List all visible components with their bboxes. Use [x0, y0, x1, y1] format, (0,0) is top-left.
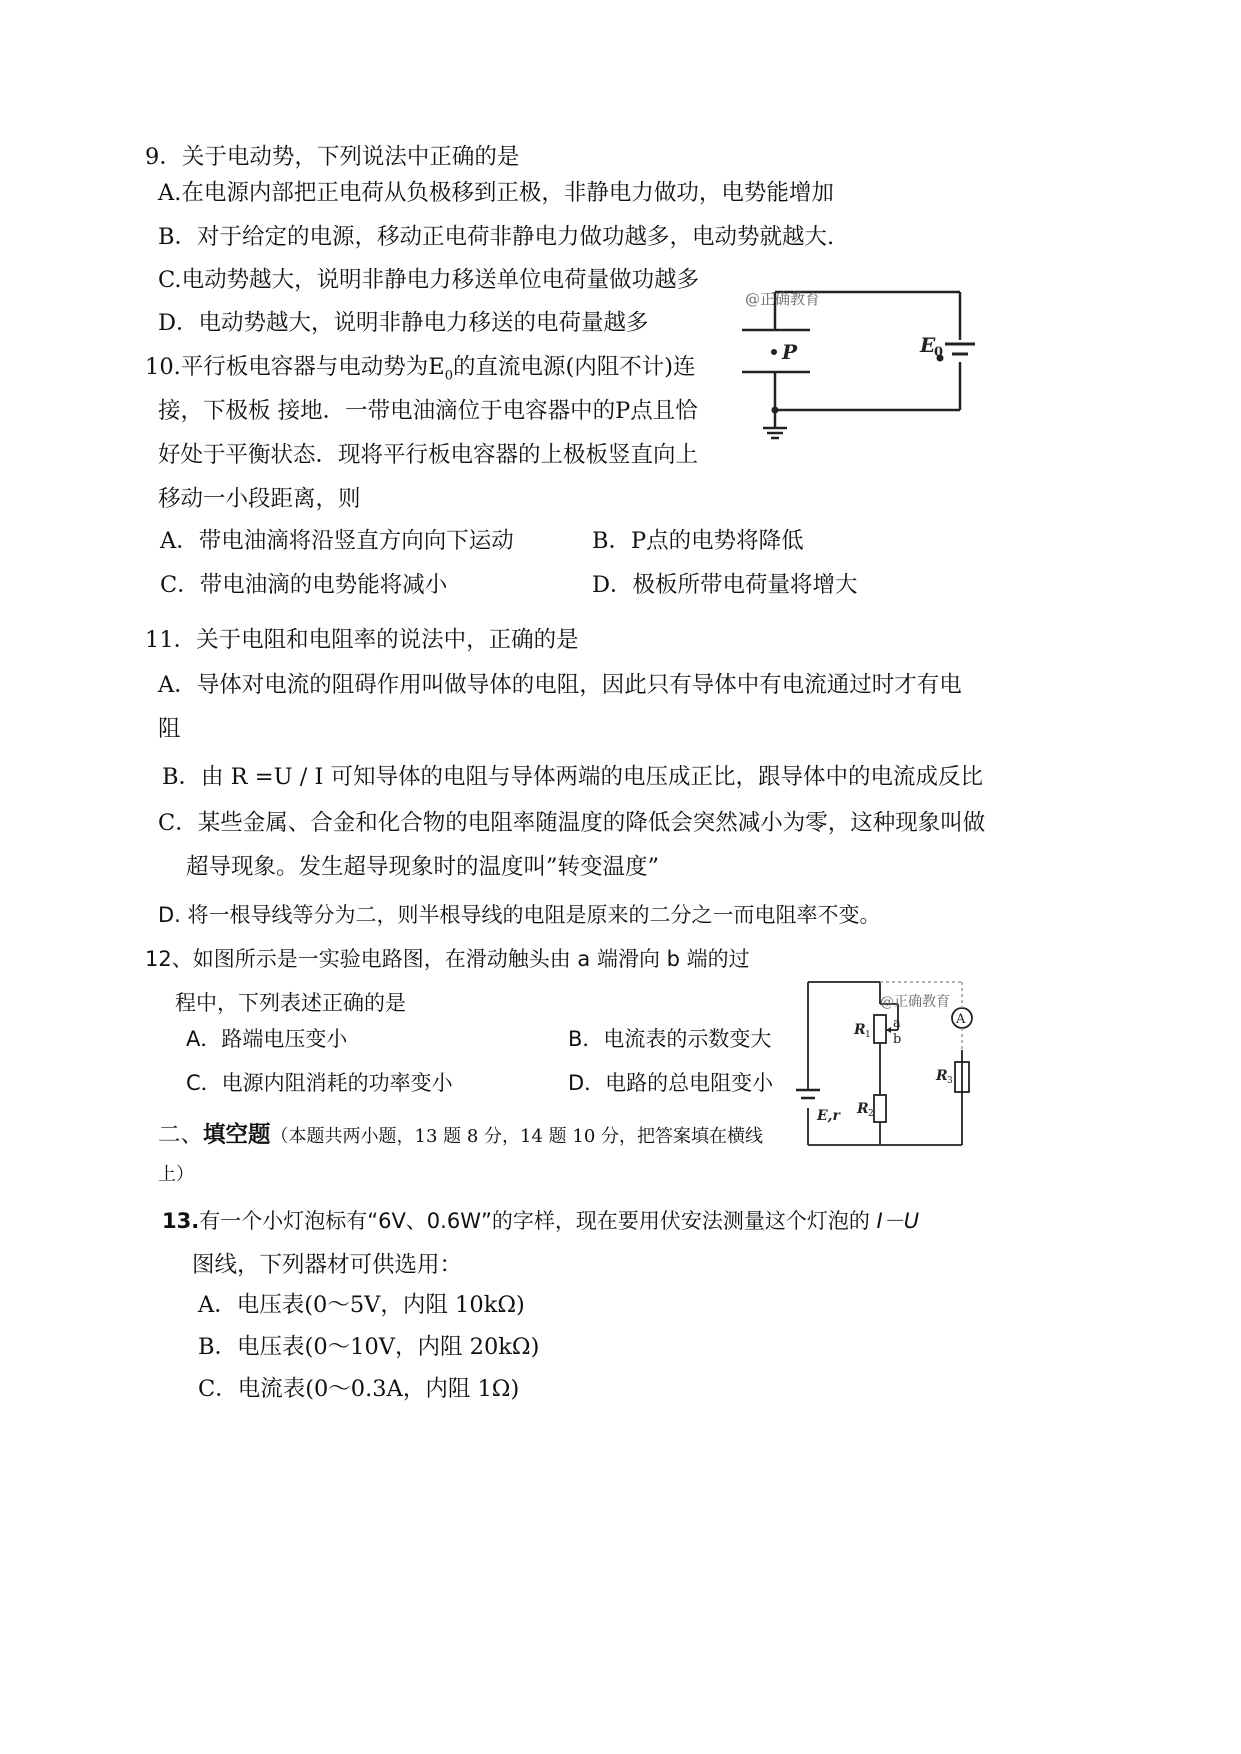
q10-stem-line2: 接，下极板 接地．一带电油滴位于电容器中的P点且恰: [158, 398, 698, 424]
q10-option-a: A．带电油滴将沿竖直方向向下运动: [160, 528, 514, 554]
q11-option-d: D. 将一根导线等分为二，则半根导线的电阻是原来的二分之一而电阻率不变。: [158, 903, 881, 927]
q12-option-d: D．电路的总电阻变小: [568, 1071, 774, 1095]
r3-label: R: [936, 1068, 948, 1084]
q13-option-c: C．电流表(0～0.3A，内阻 1Ω): [198, 1376, 520, 1402]
section-2-note-line2: 上）: [158, 1164, 194, 1185]
q10-option-d: D．极板所带电荷量将增大: [592, 572, 858, 598]
q12-stem-line2: 程中，下列表述正确的是: [175, 991, 406, 1015]
q9-option-d: D．电动势越大，说明非静电力移送的电荷量越多: [158, 310, 649, 336]
q11-stem: 11．关于电阻和电阻率的说法中，正确的是: [145, 627, 579, 653]
q10-option-b: B．P点的电势将降低: [592, 528, 804, 554]
q11-option-c-line1: C．某些金属、合金和化合物的电阻率随温度的降低会突然减小为零，这种现象叫做: [158, 810, 986, 836]
ammeter-label: A: [956, 1012, 966, 1027]
section-2-header: 二、填空题（本题共两小题，13 题 8 分，14 题 10 分，把答案填在横线: [158, 1122, 764, 1148]
r2-label-sub: 2: [868, 1109, 874, 1119]
q13-stem-line1: 13.有一个小灯泡标有“6V、0.6W”的字样，现在要用伏安法测量这个灯泡的 I－U: [162, 1209, 920, 1233]
q12-stem-line1: 12、如图所示是一实验电路图，在滑动触头由 a 端滑向 b 端的过: [145, 947, 750, 971]
slider-b-label: b: [893, 1032, 902, 1047]
watermark-text: @正确教育: [880, 994, 950, 1010]
r2-label: R: [857, 1101, 869, 1117]
q11-option-a-line2: 阻: [158, 716, 181, 742]
q9-option-b: B．对于给定的电源，移动正电荷非静电力做功越多，电动势就越大.: [158, 224, 835, 250]
capacitor-circuit-diagram: [730, 280, 980, 450]
q10-option-c: C．带电油滴的电势能将减小: [160, 572, 448, 598]
source-label-sub: 0: [934, 345, 944, 360]
q12-option-c: C．电源内阻消耗的功率变小: [186, 1071, 453, 1095]
source-label: E: [920, 333, 936, 357]
q12-option-a: A．路端电压变小: [186, 1027, 348, 1051]
rheostat-circuit-diagram: [790, 970, 990, 1155]
r1-label: R: [854, 1022, 866, 1038]
q13-option-a: A．电压表(0～5V，内阻 10kΩ): [198, 1292, 525, 1318]
q11-option-b: B．由 R =U / I 可知导体的电阻与导体两端的电压成正比，跟导体中的电流成反比: [162, 764, 984, 790]
q9-option-a: A.在电源内部把正电荷从负极移到正极，非静电力做功，电势能增加: [158, 180, 834, 206]
q10-stem-line1: 10.平行板电容器与电动势为$E_0$的直流电源(内阻不计)连: [145, 354, 696, 384]
point-p-label: P: [782, 340, 798, 364]
q11-option-c-line2: 超导现象。发生超导现象时的温度叫”转变温度”: [186, 854, 660, 880]
r3-label-sub: 3: [947, 1076, 953, 1086]
source-label: E,r: [817, 1108, 840, 1124]
slider-a-label: a: [893, 1016, 901, 1031]
q10-stem-line3: 好处于平衡状态．现将平行板电容器的上极板竖直向上: [158, 442, 699, 468]
r1-label-sub: 1: [865, 1030, 871, 1040]
q10-stem-line4: 移动一小段距离，则: [158, 486, 361, 512]
q12-option-b: B．电流表的示数变大: [568, 1027, 772, 1051]
q13-option-b: B．电压表(0～10V，内阻 20kΩ): [198, 1334, 540, 1360]
q11-option-a-line1: A．导体对电流的阻碍作用叫做导体的电阻，因此只有导体中有电流通过时才有电: [158, 672, 962, 698]
q9-stem: 9．关于电动势，下列说法中正确的是: [145, 144, 520, 170]
q9-option-c: C.电动势越大，说明非静电力移送单位电荷量做功越多: [158, 267, 700, 293]
q13-stem-line2: 图线，下列器材可供选用：: [192, 1252, 463, 1278]
watermark-text: @正确教育: [745, 290, 821, 308]
